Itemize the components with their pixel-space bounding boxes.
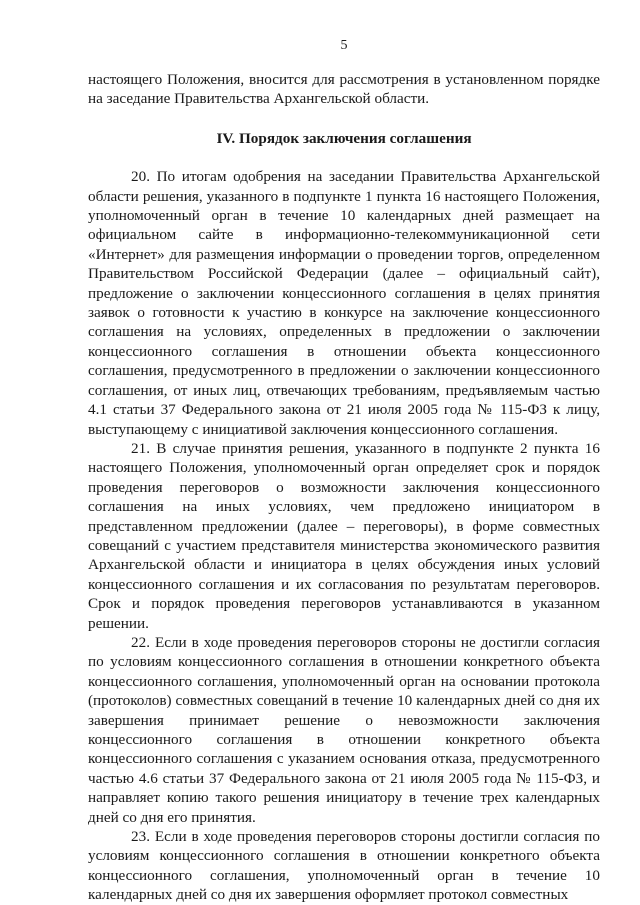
section-title: IV. Порядок заключения соглашения: [216, 129, 472, 147]
page-number: 5: [340, 38, 348, 53]
document-body: [88, 70, 600, 905]
intro-paragraph: настоящего Положения, вносится для рассмотрения в установленном порядке на заседание Правительства Архангельской области.: [88, 71, 600, 108]
paragraph-20: 20. По итогам одобрения на заседании Правительства Архангельской области решения, указанного в подпункте 1 пункта 16 настоящего Положения, уполномоченный орган в течение 10 календарных дней размещает на официальном сайте в информационно-телекоммуникационной сети «Интернет» для размещения информации о проведении торгов, определенном Правительством Российской Федерации (далее – официальный сайт), предложение о заключении концессионного соглашения в целях принятия заявок о готовности к участию в конкурсе на заключение концессионного соглашения на условиях, определенных в предложении о заключении концессионного соглашения в отношении объекта концессионного соглашения, предусмотренного в предложении о заключении концессионного соглашения, от иных лиц, отвечающих требованиям, предъявляемым частью 4.1 статьи 37 Федерального закона от 21 июля 2005 года № 115-ФЗ к лицу, выступающему с инициативой заключения концессионного соглашения.: [88, 168, 600, 438]
paragraph-22: 22. Если в ходе проведения переговоров стороны не достигли согласия по условиям концессионного соглашения в отношении конкретного объекта концессионного соглашения, уполномоченный орган на основании протокола (протоколов) совместных совещаний в течение 10 календарных дней со дня их завершения принимает решение о невозможности заключения концессионного соглашения в отношении конкретного объекта концессионного соглашения с указанием основания отказа, предусмотренного частью 4.6 статьи 37 Федерального закона от 21 июля 2005 года № 115-ФЗ, и направляет копию такого решения инициатору в течение трех календарных дней со дня его принятия.: [88, 633, 600, 826]
paragraph-23: 23. Если в ходе проведения переговоров стороны достигли согласия по условиям концессионного соглашения в отношении конкретного объекта концессионного соглашения, уполномоченный орган в течение 10 календарных дней со дня их завершения оформляет протокол совместных: [88, 828, 600, 904]
paragraph-21: 21. В случае принятия решения, указанного в подпункте 2 пункта 16 настоящего Положения, уполномоченный орган определяет срок и порядок проведения переговоров о возможности заключения концессионного соглашения на иных условиях, чем предложено инициатором в представленном предложении (далее – переговоры), в форме совместных совещаний с участием представителя министерства экономического развития Архангельской области и инициатора в целях обсуждения иных условий концессионного соглашения и их согласования по результатам переговоров. Срок и порядок проведения переговоров устанавливаются в указанном решении.: [88, 439, 600, 632]
